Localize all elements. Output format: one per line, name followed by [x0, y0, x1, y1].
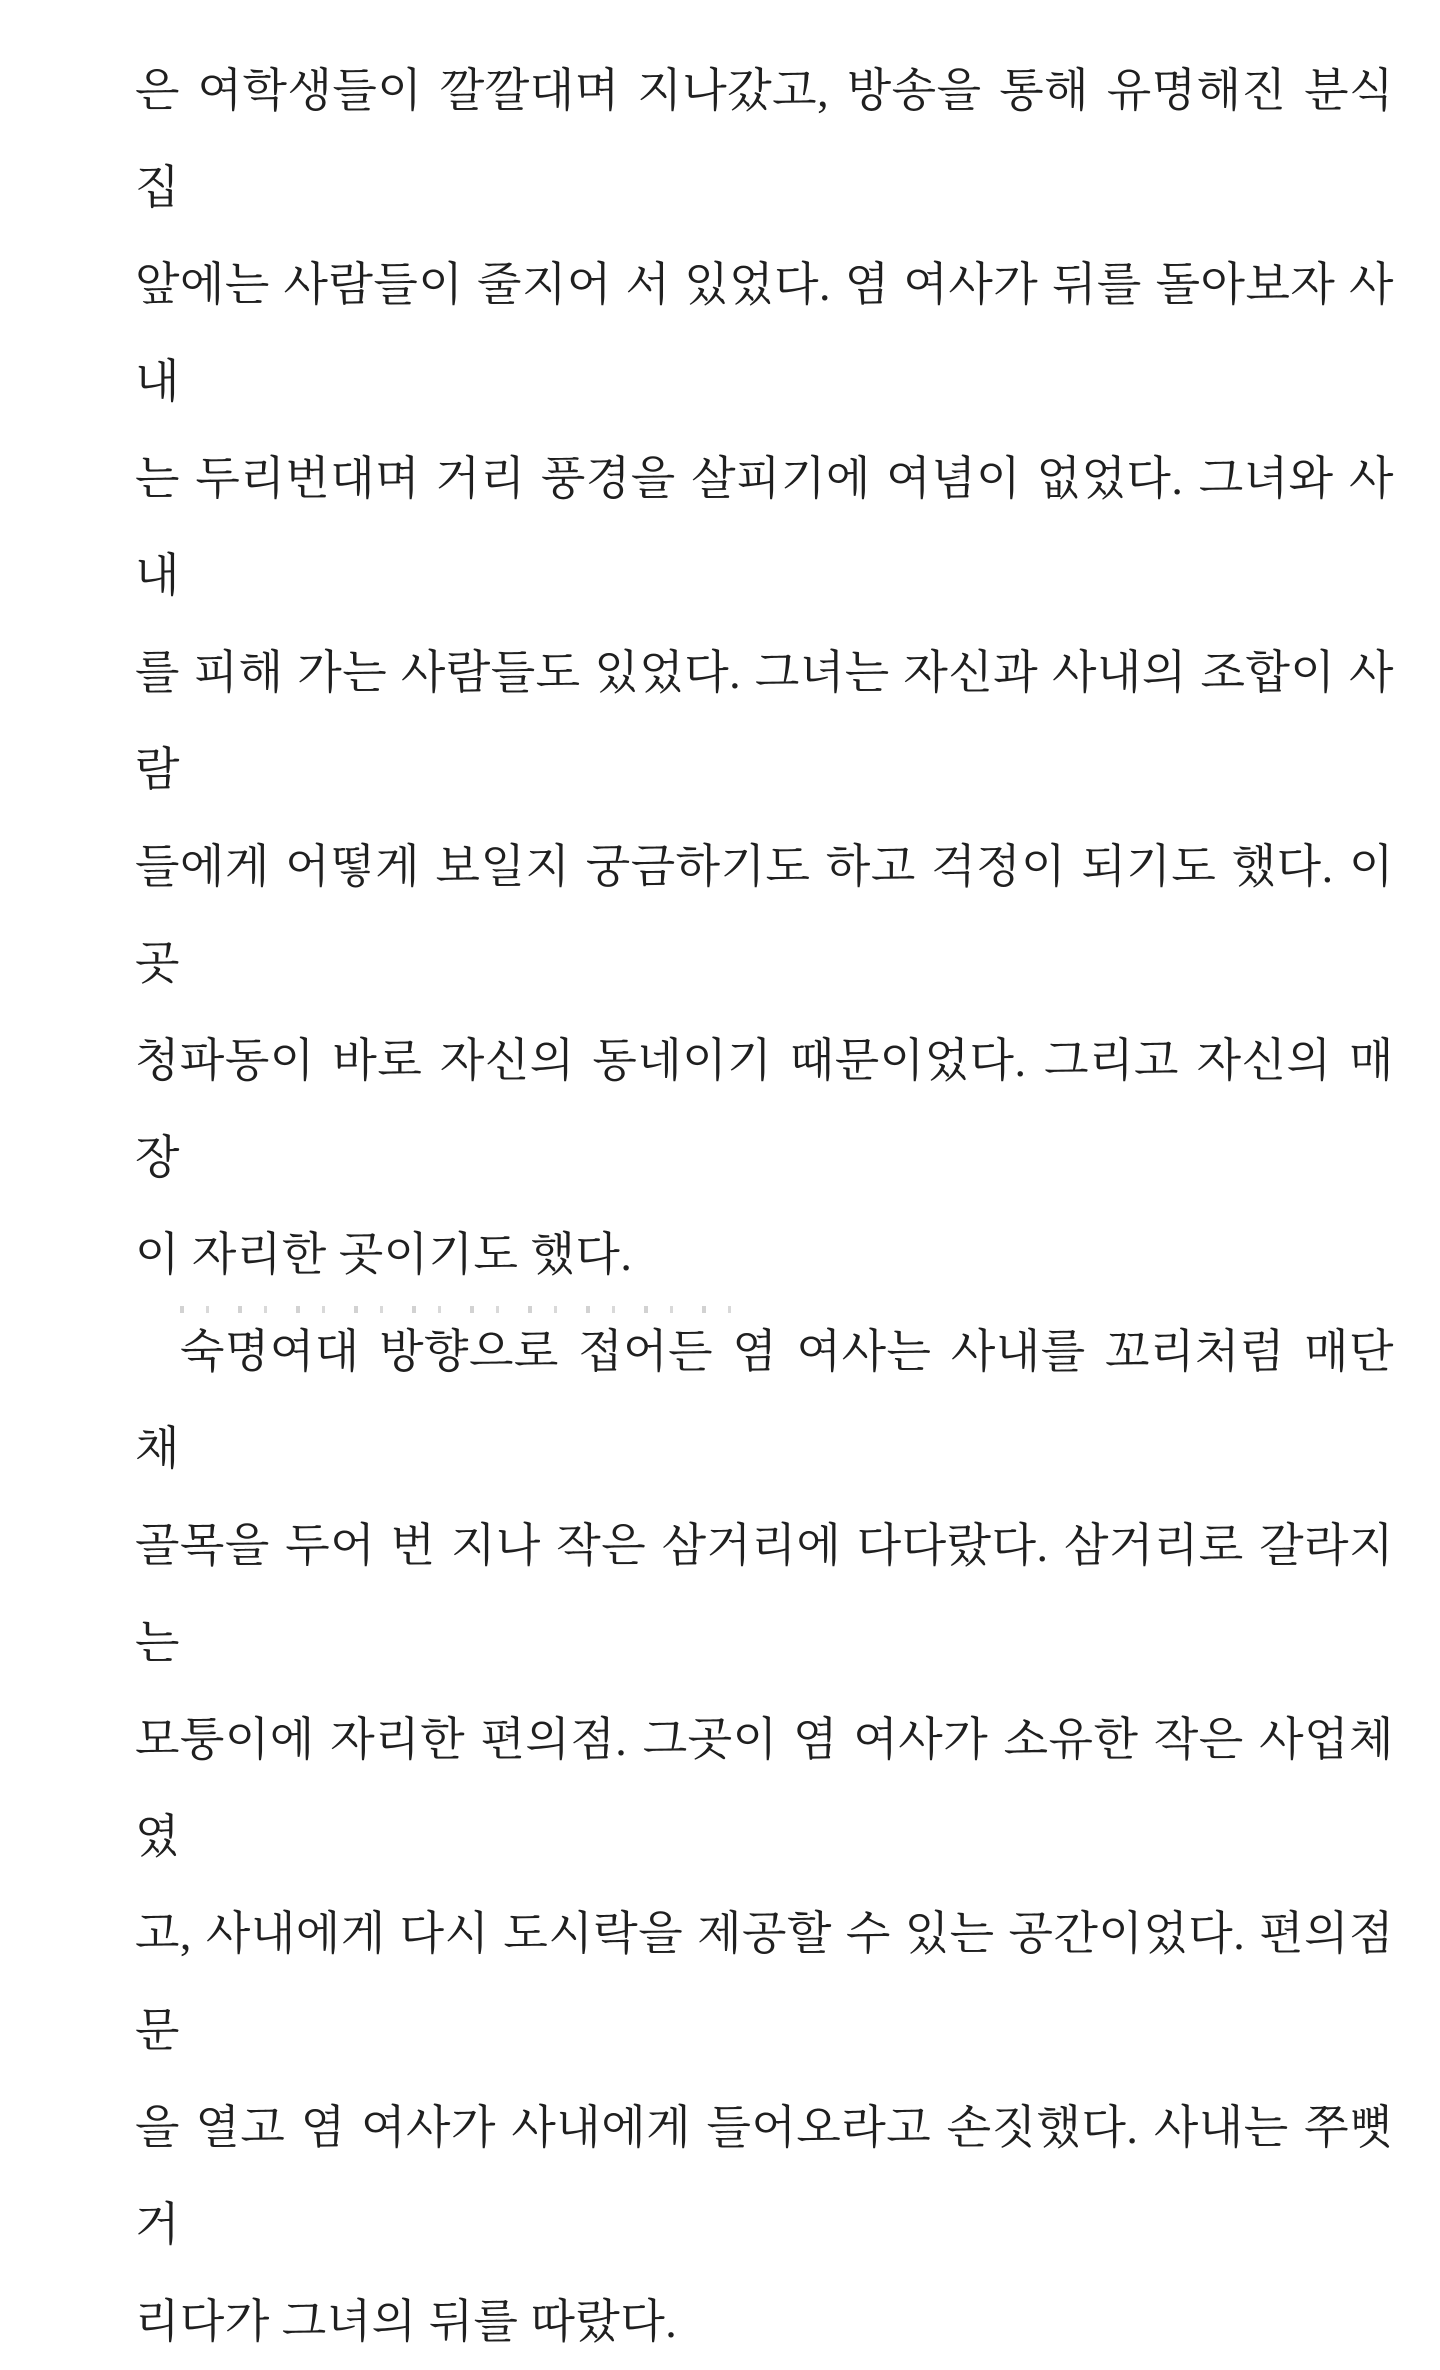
text-line: 들에게 어떻게 보일지 궁금하기도 하고 걱정이 되기도 했다. 이곳 — [135, 841, 1394, 989]
text-line-paragraph-start: 숙명여대 방향으로 접어든 염 여사는 사내를 꼬리처럼 매단 채 — [135, 1326, 1394, 1474]
text-line: 고, 사내에게 다시 도시락을 제공할 수 있는 공간이었다. 편의점 문 — [135, 1908, 1394, 2056]
clipped-next-line-fragment — [180, 1306, 740, 1313]
text-line: 골목을 두어 번 지나 작은 삼거리에 다다랐다. 삼거리로 갈라지는 — [135, 1520, 1394, 1668]
body-text — [135, 42, 1394, 2370]
text-line: 모퉁이에 자리한 편의점. 그곳이 염 여사가 소유한 작은 사업체였 — [135, 1714, 1394, 1862]
text-line: 청파동이 바로 자신의 동네이기 때문이었다. 그리고 자신의 매장 — [135, 1035, 1394, 1183]
text-line: 을 열고 염 여사가 사내에게 들어오라고 손짓했다. 사내는 쭈뼛거 — [135, 2102, 1394, 2250]
text-line: 는 두리번대며 거리 풍경을 살피기에 여념이 없었다. 그녀와 사내 — [135, 453, 1394, 601]
text-line: 은 여학생들이 깔깔대며 지나갔고, 방송을 통해 유명해진 분식집 — [135, 65, 1394, 213]
text-line-paragraph-end: 리다가 그녀의 뒤를 따랐다. — [135, 2296, 678, 2347]
text-line: 앞에는 사람들이 줄지어 서 있었다. 염 여사가 뒤를 돌아보자 사내 — [135, 259, 1394, 407]
text-line: 를 피해 가는 사람들도 있었다. 그녀는 자신과 사내의 조합이 사람 — [135, 647, 1394, 795]
text-line-paragraph-end: 이 자리한 곳이기도 했다. — [135, 1229, 633, 1280]
